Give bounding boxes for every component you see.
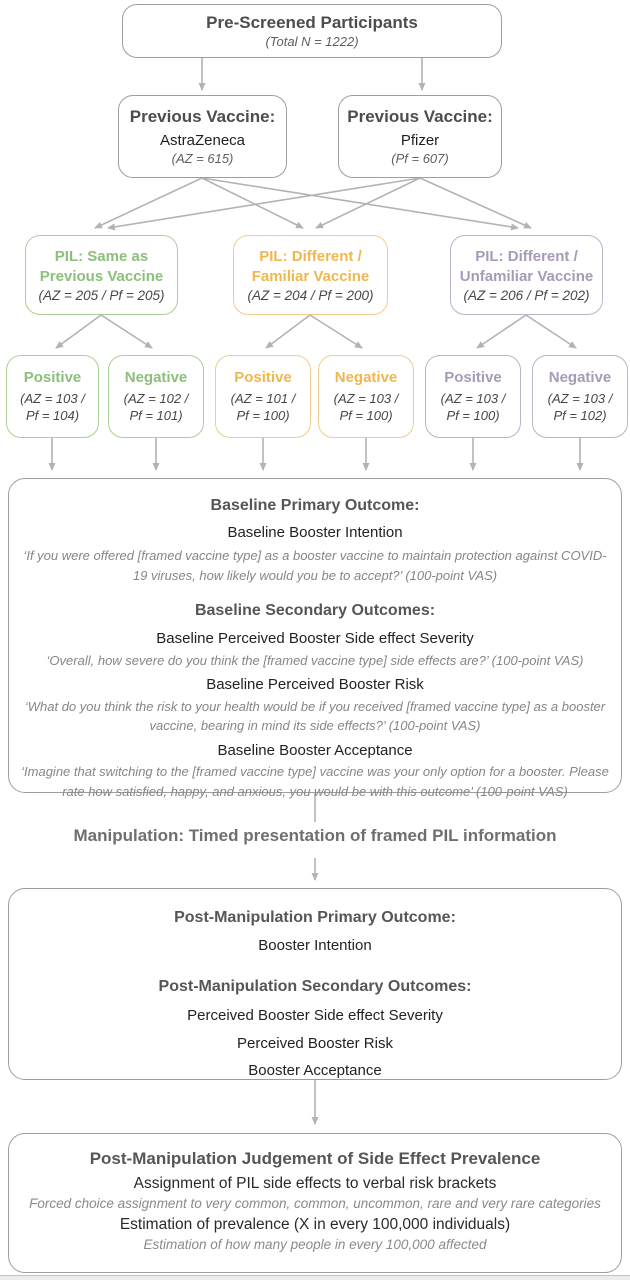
post-measure-risk: Perceived Booster Risk — [237, 1034, 393, 1052]
pil-same-counts: (AZ = 205 / Pf = 205) — [38, 288, 165, 303]
framing-counts: (AZ = 103 / Pf = 104) — [20, 390, 85, 423]
baseline-severity-measure: Baseline Perceived Booster Side effect Severity — [156, 630, 474, 648]
prevalence-line1-note: Forced choice assignment to very common, common, uncommon, rare and very rare categories — [29, 1196, 601, 1211]
vaccine-az-title: Previous Vaccine: — [129, 106, 276, 126]
framing-label: Negative — [334, 368, 398, 386]
figure-bottom-edge — [0, 1275, 630, 1280]
prescreened-total: (Total N = 1222) — [265, 34, 359, 49]
framing-label: Positive — [234, 368, 292, 386]
pil-unfamiliar-title: PIL: Different / Unfamiliar Vaccine — [459, 248, 594, 285]
vaccine-pf-title: Previous Vaccine: — [347, 106, 493, 126]
baseline-outcomes-box — [8, 478, 622, 799]
pil-same-title: PIL: Same as Previous Vaccine — [39, 248, 164, 285]
framing-box-same-negative — [108, 355, 204, 438]
prevalence-line2: Estimation of prevalence (X in every 100,000 individuals) — [119, 1216, 511, 1233]
vaccine-pf-count: (Pf = 607) — [391, 151, 449, 167]
baseline-primary-quote: ‘If you were offered [framed vaccine type] as a booster vaccine to maintain protection against COVID-19 viruses, how likely would you be to accept?’ (100-point VAS) — [23, 548, 607, 583]
prescreened-box — [122, 4, 502, 58]
baseline-severity-quote: ‘Overall, how severe do you think the [framed vaccine type] side effects are?’ (100-point VAS) — [46, 652, 584, 668]
framing-counts: (AZ = 102 / Pf = 101) — [123, 390, 189, 423]
prevalence-line2-note: Estimation of how many people in every 100,000 affected — [143, 1237, 487, 1252]
pil-box-familiar — [233, 235, 388, 315]
pil-box-unfamiliar — [450, 235, 603, 315]
baseline-primary-heading: Baseline Primary Outcome: — [210, 497, 420, 514]
pil-familiar-title: PIL: Different / Familiar Vaccine — [251, 248, 370, 285]
framing-box-familiar-positive — [215, 355, 311, 438]
prevalence-title: Post-Manipulation Judgement of Side Effect Prevalence — [89, 1149, 541, 1168]
baseline-primary-measure: Baseline Booster Intention — [227, 523, 403, 541]
pil-familiar-counts: (AZ = 204 / Pf = 200) — [247, 288, 374, 303]
prevalence-line1: Assignment of PIL side effects to verbal risk brackets — [133, 1175, 497, 1192]
pil-box-same — [25, 235, 178, 315]
framing-counts: (AZ = 103 / Pf = 100) — [333, 390, 399, 423]
framing-label: Positive — [23, 368, 82, 386]
post-measure-severity: Perceived Booster Side effect Severity — [187, 1007, 443, 1025]
framing-box-same-positive — [6, 355, 99, 438]
baseline-risk-measure: Baseline Perceived Booster Risk — [206, 676, 424, 694]
vaccine-pf-name: Pfizer — [400, 131, 440, 149]
framing-counts: (AZ = 103 / Pf = 102) — [547, 390, 613, 423]
framing-label: Positive — [444, 368, 502, 386]
baseline-acceptance-quote: ‘Imagine that switching to the [framed vaccine type] vaccine was your only option for a booster. Please rate how satisfied, happy, and anxious, you would be with this outcome’ (100-point VAS) — [21, 764, 609, 799]
post-secondary-heading: Post-Manipulation Secondary Outcomes: — [158, 978, 472, 996]
prescreened-title: Pre-Screened Participants — [206, 12, 418, 32]
framing-label: Negative — [124, 368, 188, 386]
framing-box-unfamiliar-negative — [532, 355, 628, 438]
baseline-acceptance-measure: Baseline Booster Acceptance — [217, 741, 413, 759]
manipulation-label: Manipulation: Timed presentation of framed PIL information — [73, 826, 557, 845]
post-primary-heading: Post-Manipulation Primary Outcome: — [174, 909, 456, 926]
framing-counts: (AZ = 101 / Pf = 100) — [230, 390, 296, 423]
vaccine-box-astrazeneca — [118, 95, 287, 178]
post-manipulation-box — [8, 888, 622, 1080]
baseline-secondary-heading: Baseline Secondary Outcomes: — [194, 602, 436, 620]
vaccine-az-count: (AZ = 615) — [171, 151, 234, 167]
baseline-risk-quote: ‘What do you think the risk to your health would be if you received [framed vaccine type] as a booster vaccine, bearing in mind its side effects?’ (100-point VAS) — [24, 698, 606, 734]
vaccine-box-pfizer — [338, 95, 502, 178]
framing-box-unfamiliar-positive — [425, 355, 521, 438]
post-primary-measure: Booster Intention — [258, 936, 372, 954]
post-measure-acceptance: Booster Acceptance — [248, 1062, 382, 1080]
framing-box-familiar-negative — [318, 355, 414, 438]
pil-unfamiliar-counts: (AZ = 206 / Pf = 202) — [463, 288, 590, 303]
prevalence-box — [8, 1133, 622, 1273]
vaccine-az-name: AstraZeneca — [159, 131, 246, 149]
framing-label: Negative — [548, 368, 612, 386]
framing-counts: (AZ = 103 / Pf = 100) — [440, 390, 506, 423]
